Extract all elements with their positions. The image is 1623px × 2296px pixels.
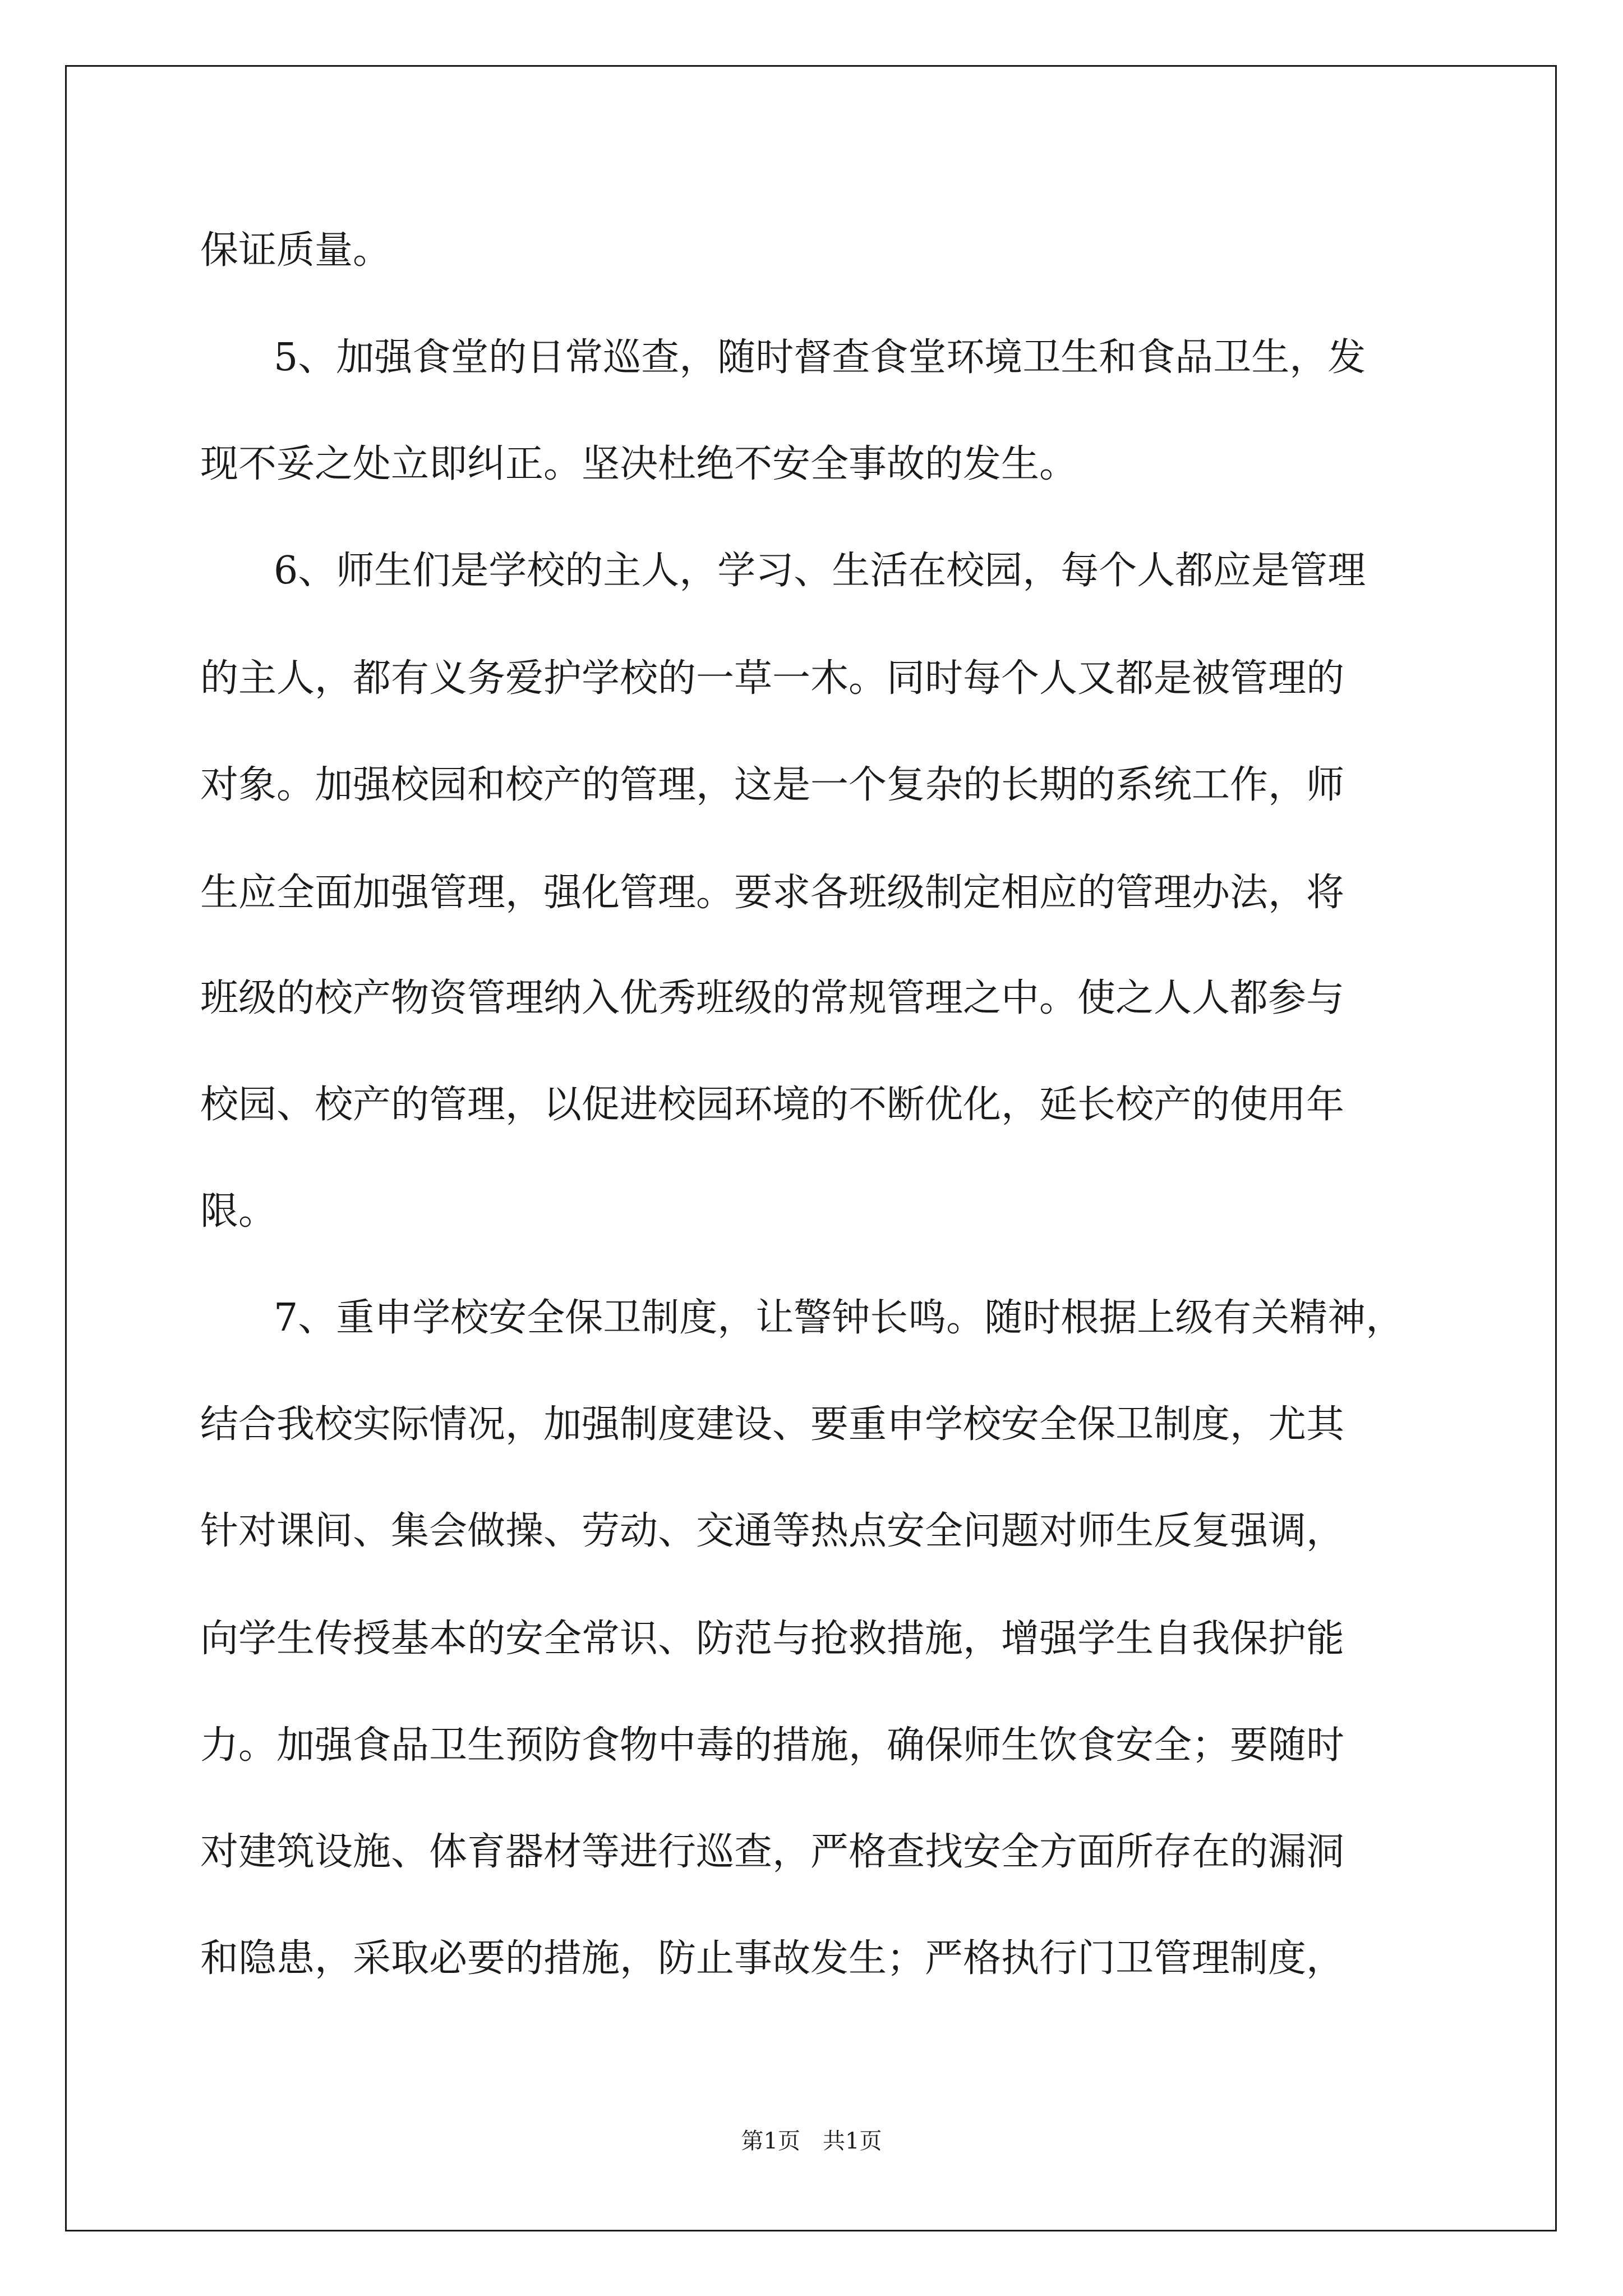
text-line: 6、师生们是学校的主人，学习、生活在校园，每个人都应是管理 [274,549,1366,593]
text-line: 生应全面加强管理，强化管理。要求各班级制定相应的管理办法，将 [200,871,1345,915]
text-line: 针对课间、集会做操、劳动、交通等热点安全问题对师生反复强调， [200,1509,1345,1553]
page-border [65,65,1557,2231]
text-line: 校园、校产的管理，以促进校园环境的不断优化，延长校产的使用年 [200,1083,1345,1127]
text-line: 对建筑设施、体育器材等进行巡查，严格查找安全方面所存在的漏洞 [200,1830,1345,1874]
text-line: 保证质量。 [200,228,391,273]
text-line: 班级的校产物资管理纳入优秀班级的常规管理之中。使之人人都参与 [200,976,1345,1020]
text-line: 的主人，都有义务爱护学校的一草一木。同时每个人又都是被管理的 [200,656,1345,701]
text-line: 现不妥之处立即纠正。坚决杜绝不安全事故的发生。 [200,442,1078,486]
text-line: 对象。加强校园和校产的管理，这是一个复杂的长期的系统工作，师 [200,763,1345,807]
text-line: 和隐患，采取必要的措施，防止事故发生；严格执行门卫管理制度， [200,1936,1345,1981]
text-line: 限。 [200,1189,277,1234]
text-line: 向学生传授基本的安全常识、防范与抢救措施，增强学生自我保护能 [200,1617,1345,1661]
text-line: 7、重申学校安全保卫制度，让警钟长鸣。随时根据上级有关精神， [274,1296,1404,1340]
text-line: 力。加强食品卫生预防食物中毒的措施，确保师生饮食安全；要随时 [200,1723,1345,1768]
text-line: 结合我校实际情况，加强制度建设、要重申学校安全保卫制度，尤其 [200,1402,1345,1447]
text-line: 5、加强食堂的日常巡查，随时督查食堂环境卫生和食品卫生，发 [274,335,1366,380]
page-footer: 第1页 共1页 [741,2128,882,2154]
